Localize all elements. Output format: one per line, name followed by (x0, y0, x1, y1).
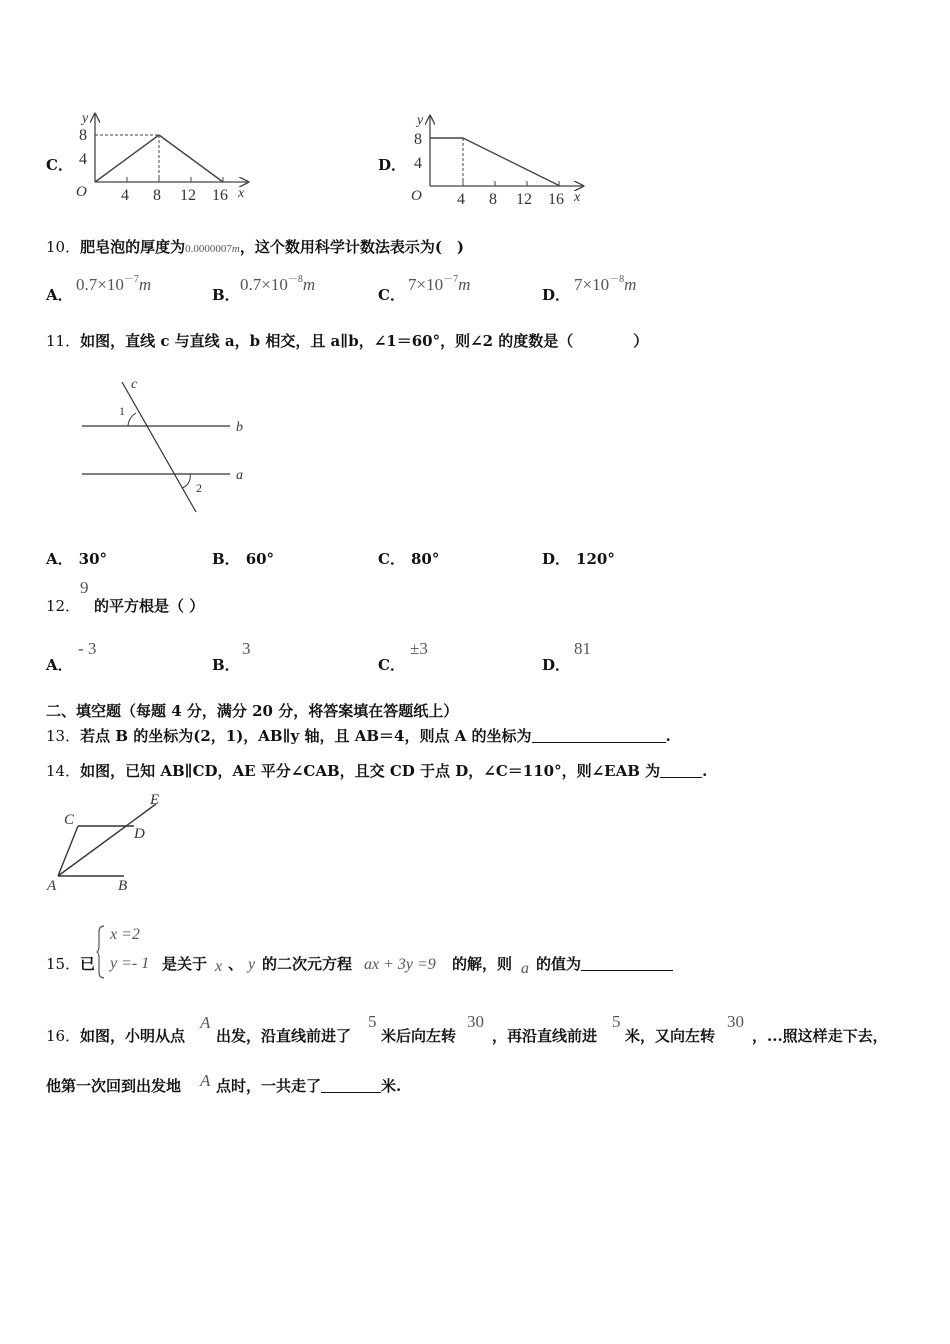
q10-text-before: 肥皂泡的厚度为 (80, 238, 186, 256)
label-C: C (64, 812, 75, 828)
q11-option-a[interactable]: A． 30° (46, 550, 108, 568)
q10-option-d[interactable] (542, 284, 570, 305)
line-c (122, 382, 196, 512)
y-tick-8: 8 (414, 131, 422, 148)
origin-label: O (76, 184, 87, 200)
q16-angle2: 30 (727, 1012, 744, 1031)
q16-text5: 米，又向左转 (625, 1027, 716, 1045)
label-c: c (131, 377, 138, 392)
label-a: a (236, 468, 243, 483)
brace-icon (96, 924, 106, 980)
x-tick-4: 4 (457, 191, 465, 208)
option-label: C． (378, 286, 405, 304)
graph-fall (159, 135, 223, 182)
q16-text1: 如图，小明从点 (80, 1027, 186, 1045)
x-tick-8: 8 (153, 187, 161, 204)
graph-fall (463, 138, 560, 186)
label-b: b (236, 420, 243, 435)
q9-graph-c (70, 108, 260, 206)
q10-option-c[interactable] (378, 284, 405, 305)
q12-radicand: 9 (80, 578, 89, 597)
x-tick-4: 4 (121, 187, 129, 204)
q11-number: 11． (46, 332, 81, 350)
q12-text: 的平方根是（ ） (94, 597, 205, 615)
q15-equation: ax + 3y =9 (364, 956, 436, 973)
section-heading: 二、填空题（每题 4 分，满分 20 分，将答案填在答题纸上） (46, 702, 459, 720)
label-B: B (118, 878, 128, 894)
q16-distance1: 5 (368, 1012, 377, 1031)
q16-line2-text2: 点时，一共走了 米. (216, 1077, 402, 1095)
option-label: B． (212, 286, 240, 304)
q15-var-y: y (248, 956, 256, 973)
q10-option-b-value: $0.7\times 10^{-8}m$ (240, 274, 316, 294)
q16-line2-text1: 他第一次回到出发地 (46, 1077, 182, 1095)
q9-option-c-label: C． (46, 156, 73, 174)
q15-sep: 、 (228, 955, 244, 973)
label-E: E (150, 792, 160, 808)
q10-option-b[interactable] (212, 284, 240, 305)
q16-text2: 出发，沿直线前进了 (216, 1027, 352, 1045)
q15-answer-blank[interactable] (581, 970, 673, 971)
x-tick-16: 16 (212, 187, 228, 204)
angle-1-arc (128, 413, 136, 426)
q15-var-a: a (521, 960, 529, 977)
q16-point-a: A (200, 1013, 211, 1032)
q15-text3: 的解，则 (452, 955, 513, 973)
q10-text-after: ，这个数用科学计数法表示为( ) (239, 238, 465, 256)
y-tick-8: 8 (79, 127, 87, 144)
q11-stem (46, 330, 648, 351)
q11-option-c[interactable]: C． 80° (378, 550, 440, 568)
q16-distance2: 5 (612, 1012, 621, 1031)
label-D: D (134, 826, 145, 842)
q12-number: 12． (46, 597, 81, 615)
q10-unit: m (231, 243, 240, 255)
x-axis-label: x (574, 190, 581, 205)
graph-rise (95, 135, 159, 182)
q16-text3: 米后向左转 (381, 1027, 457, 1045)
q10-option-d-value: $7\times 10^{-8}m$ (574, 274, 637, 294)
y-axis-label: y (82, 111, 89, 126)
q12-option-a-value: - 3 (78, 639, 97, 658)
q15-text1: 是关于 (162, 955, 208, 973)
q13-answer-blank[interactable] (532, 742, 666, 743)
q11-option-b[interactable]: B． 60° (212, 550, 275, 568)
x-axis-label: x (238, 186, 245, 201)
q14-figure (44, 786, 174, 894)
q15-var-x: x (215, 958, 223, 975)
y-tick-4: 4 (414, 155, 422, 172)
q16-line2-point-a: A (200, 1071, 211, 1090)
q9-option-d-label: D． (378, 156, 407, 174)
q15-system-eq2: y =- 1 (110, 955, 150, 972)
q12-option-d-value: 81 (574, 639, 591, 658)
q12-option-d[interactable]: D． (542, 656, 571, 674)
angle-2-arc (182, 474, 190, 488)
q10-number: 10． (46, 238, 81, 256)
q15-number: 15． (46, 955, 81, 973)
q12-option-c[interactable]: C． (378, 656, 405, 674)
q10-stem (46, 236, 464, 257)
q16-text4: ，再沿直线前进 (492, 1027, 598, 1045)
q15-system-eq1: x =2 (110, 926, 140, 943)
q14-stem: 14．如图，已知 AB∥CD，AE 平分∠CAB，且交 CD 于点 D，∠C＝110°，则∠EAB 为 . (46, 762, 708, 780)
option-label: D． (542, 286, 571, 304)
q16-number: 16． (46, 1027, 81, 1045)
y-axis-label: y (417, 113, 424, 128)
option-label: A． (46, 286, 73, 304)
q16-answer-blank[interactable] (321, 1092, 381, 1093)
q15-text2: 的二次元方程 (262, 955, 353, 973)
q12-option-b-value: 3 (242, 639, 251, 658)
x-tick-12: 12 (516, 191, 532, 208)
q10-option-a-value: $0.7\times 10^{-7}m$ (76, 274, 152, 294)
label-angle-2: 2 (196, 481, 202, 495)
x-tick-12: 12 (180, 187, 196, 204)
q10-value: 0.0000007 (185, 243, 232, 255)
origin-label: O (411, 188, 422, 204)
q12-option-b[interactable]: B． (212, 656, 240, 674)
q15-text4: 的值为 (536, 953, 673, 974)
q16-angle1: 30 (467, 1012, 484, 1031)
q13-stem: 13．若点 B 的坐标为(2，1)，AB∥y 轴，且 AB＝4，则点 A 的坐标为 . (46, 727, 671, 745)
x-tick-8: 8 (489, 191, 497, 208)
q12-option-a[interactable]: A． (46, 656, 73, 674)
q9-graph-d (405, 110, 595, 210)
q11-figure (70, 370, 260, 520)
q11-text: 如图，直线 c 与直线 a，b 相交，且 a∥b，∠1＝60°，则∠2 的度数是（ ） (80, 332, 649, 350)
q15-prefix: 已 (80, 955, 96, 973)
q16-text6: ，...照这样走下去， (752, 1027, 888, 1045)
label-angle-1: 1 (119, 404, 125, 418)
label-A: A (47, 878, 57, 894)
q12-option-c-value: ±3 (410, 639, 428, 658)
y-tick-4: 4 (79, 151, 87, 168)
q11-option-d[interactable]: D． 120° (542, 550, 615, 568)
q10-option-a[interactable] (46, 284, 73, 305)
q14-answer-blank[interactable] (660, 777, 702, 778)
q10-option-c-value: $7\times 10^{-7}m$ (408, 274, 471, 294)
x-tick-16: 16 (548, 191, 564, 208)
